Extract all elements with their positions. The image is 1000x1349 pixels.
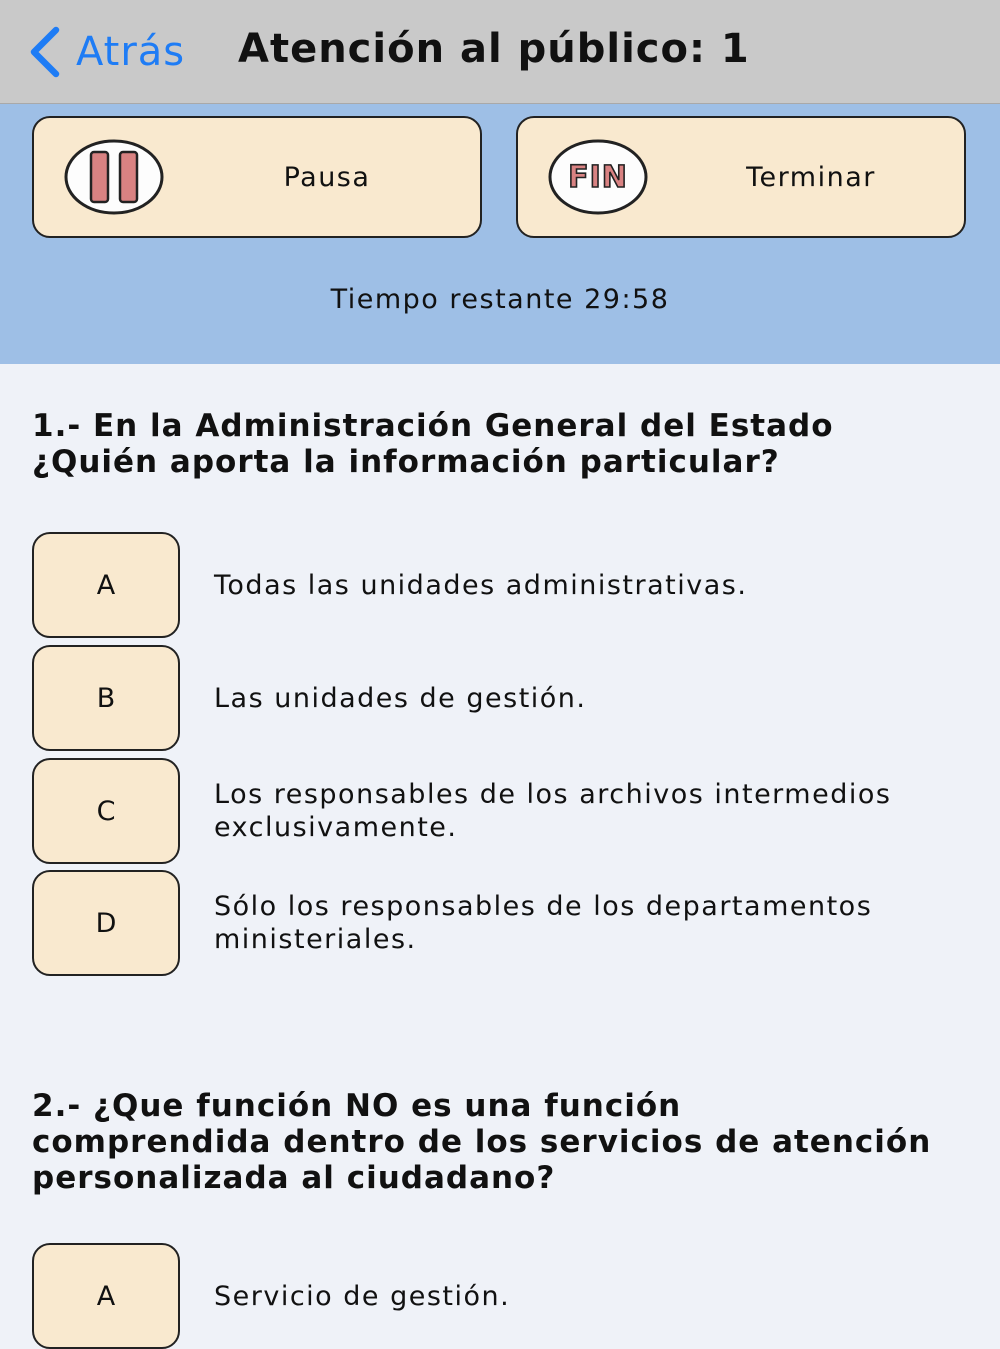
back-button[interactable] (24, 22, 185, 82)
question-2-text: 2.- ¿Que función NO es una función comprendida dentro de los servicios de atención personalizada al ciudadano? (32, 1088, 932, 1196)
answer-text-b: Las unidades de gestión. (214, 682, 587, 714)
pause-label: Pausa (283, 161, 371, 193)
question-1-option-c (32, 758, 972, 864)
finish-icon-text: FIN (568, 160, 628, 195)
question-2-option-a (32, 1243, 972, 1349)
answer-button-b[interactable]: B (32, 645, 180, 751)
exam-control-panel (0, 104, 1000, 364)
pause-icon (64, 139, 164, 215)
finish-label: Terminar (746, 161, 876, 193)
back-label: Atrás (76, 29, 186, 75)
answer-text-c: Los responsables de los archivos intermedios exclusivamente. (214, 779, 892, 843)
answer-text-a: Servicio de gestión. (214, 1280, 511, 1312)
question-1-text: 1.- En la Administración General del Estado ¿Quién aporta la información particular? (32, 408, 834, 480)
answer-button-a[interactable]: A (32, 1243, 180, 1349)
remaining-time: Tiempo restante 29:58 (330, 284, 670, 315)
answer-button-a[interactable]: A (32, 532, 180, 638)
answer-button-c[interactable]: C (32, 758, 180, 864)
answer-text-a: Todas las unidades administrativas. (214, 569, 748, 601)
page-title: Atención al público: 1 (238, 26, 750, 72)
pause-button[interactable] (32, 116, 482, 238)
question-1-option-d (32, 870, 972, 976)
navigation-bar (0, 0, 1000, 104)
finish-button[interactable] (516, 116, 966, 238)
chevron-left-icon (24, 26, 64, 78)
answer-button-d[interactable]: D (32, 870, 180, 976)
answer-text-d: Sólo los responsables de los departamentos ministeriales. (214, 891, 873, 955)
finish-icon (548, 139, 648, 215)
question-1-option-b (32, 645, 972, 751)
question-1-option-a (32, 532, 972, 638)
